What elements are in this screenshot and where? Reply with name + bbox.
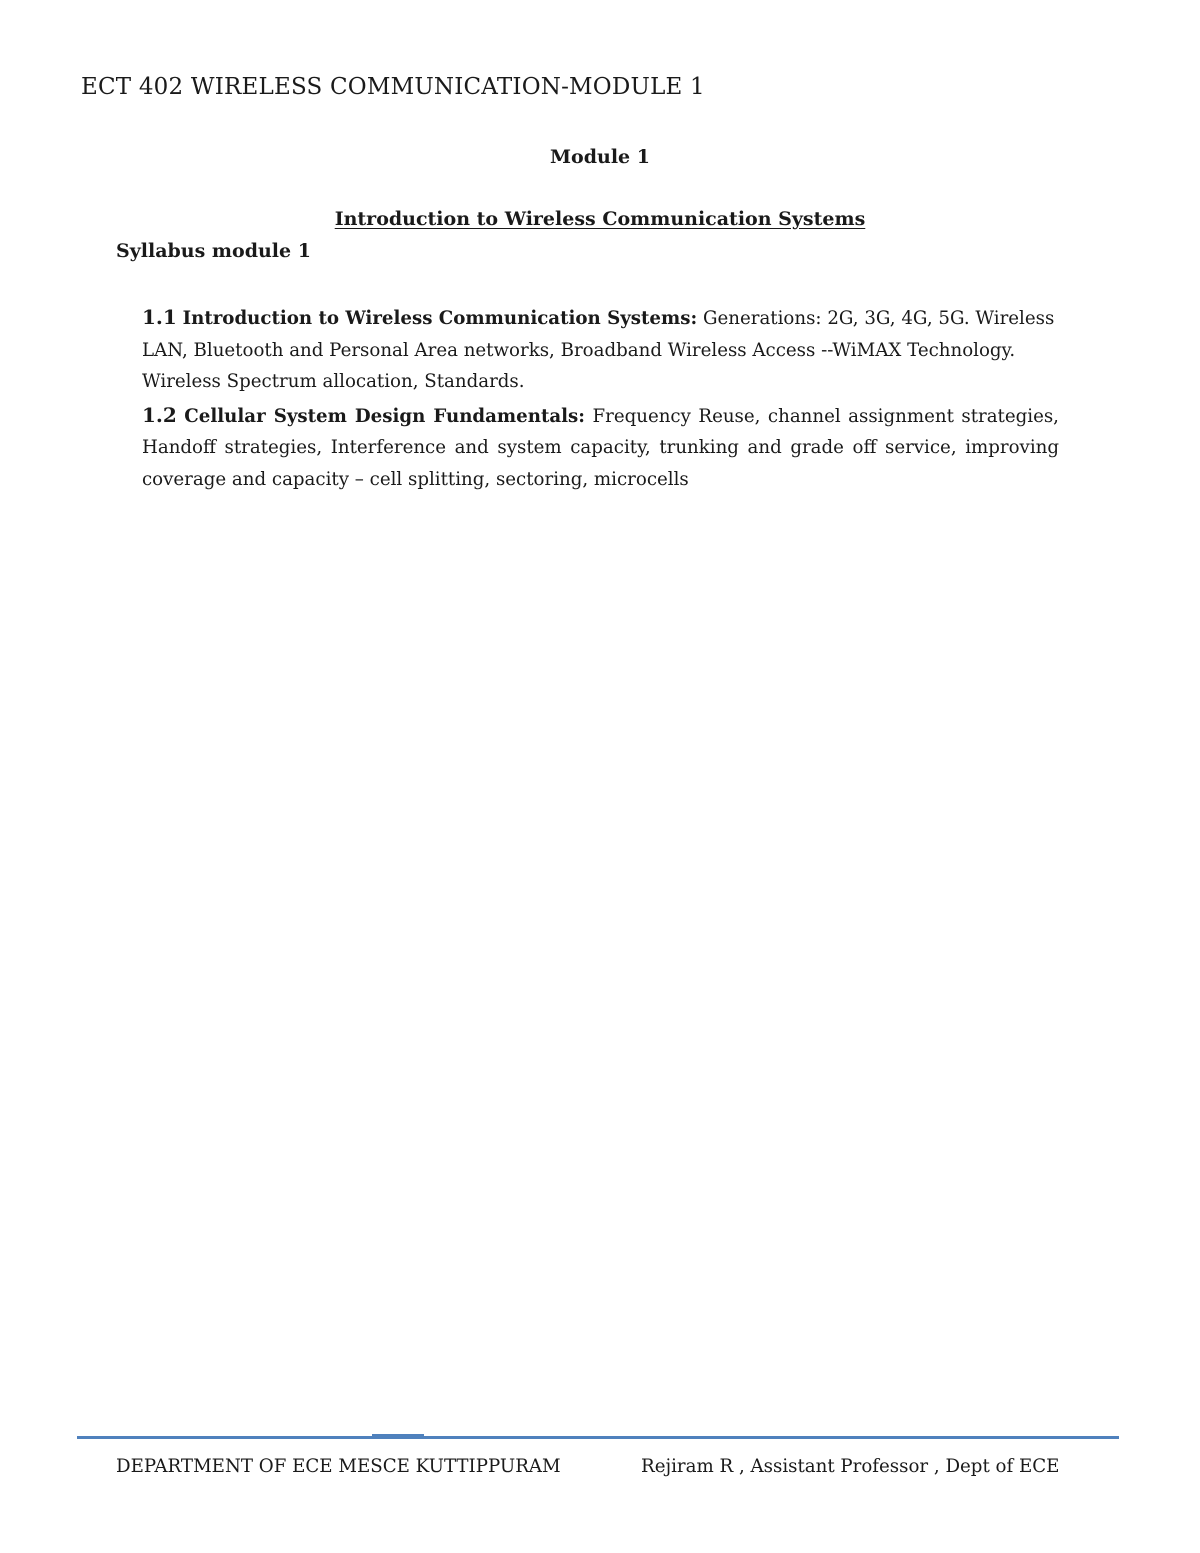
syllabus-item-number: 1.2 xyxy=(142,402,177,427)
syllabus-list xyxy=(142,302,1059,497)
section-title: Introduction to Wireless Communication Systems xyxy=(334,208,866,230)
syllabus-item-heading: Cellular System Design Fundamentals: xyxy=(184,405,586,427)
syllabus-item-1-1 xyxy=(142,302,1059,398)
footer-divider xyxy=(77,1436,1119,1439)
footer-author: Rejiram R , Assistant Professor , Dept of ECE xyxy=(641,1456,1060,1477)
footer-divider-accent xyxy=(372,1434,424,1437)
syllabus-item-number: 1.1 xyxy=(142,305,177,329)
syllabus-item-text: Generations: 2G, 3G, 4G, 5G. Wireless LAN, Bluetooth and Personal Area networks, Broadband Wireless Access --WiMAX Technology. Wireless Spectrum allocation, Standards. xyxy=(142,308,1055,392)
page-header-title: ECT 402 WIRELESS COMMUNICATION-MODULE 1 xyxy=(81,74,705,100)
footer-department: DEPARTMENT OF ECE MESCE KUTTIPPURAM xyxy=(116,1456,561,1477)
syllabus-item-text: Frequency Reuse, channel assignment strategies, Handoff strategies, Interference and system capacity, trunking and grade off service, improving coverage and capacity – cell splitting, sectoring, microcells xyxy=(142,405,1059,490)
syllabus-label: Syllabus module 1 xyxy=(116,240,311,262)
module-title: Module 1 xyxy=(550,146,650,168)
syllabus-item-1-2 xyxy=(142,400,1059,496)
syllabus-item-heading: Introduction to Wireless Communication Systems: xyxy=(182,308,698,329)
